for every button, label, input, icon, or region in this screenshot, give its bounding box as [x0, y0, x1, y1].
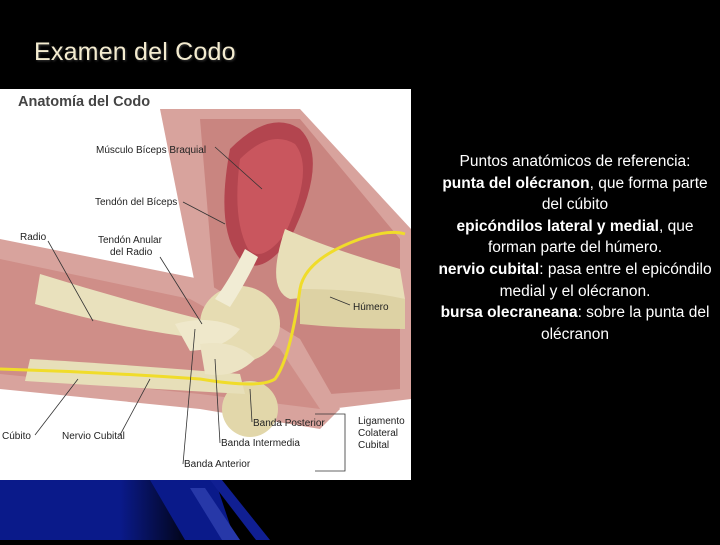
text-nerve: [432, 259, 718, 302]
figure-title: Anatomía del Codo: [18, 94, 151, 110]
text-epicondyles-bold: epicóndilos lateral y medial: [456, 217, 659, 235]
text-bursa: [432, 302, 718, 345]
label-anterior-band: Banda Anterior: [184, 459, 251, 470]
text-nerve-bold: nervio cubital: [438, 260, 540, 278]
label-humerus: Húmero: [353, 302, 389, 313]
label-ulnar-nerve: Nervio Cubital: [62, 431, 125, 442]
label-radius: Radio: [20, 232, 47, 243]
label-posterior-band: Banda Posterior: [253, 418, 325, 429]
elbow-anatomy-figure: [0, 89, 411, 480]
text-line-intro: Puntos anatómicos de referencia:: [459, 153, 691, 170]
label-ligament-3: Cubital: [358, 440, 390, 451]
text-olecranon-rest: , que forma parte del cúbito: [541, 174, 708, 214]
label-biceps-muscle: Músculo Bíceps Braquial: [96, 145, 207, 156]
text-nerve-rest: : pasa entre el epicóndilo medial y el olécranon.: [499, 260, 712, 300]
label-ligament-2: Colateral: [358, 428, 399, 439]
label-biceps-tendon: Tendón del Bíceps: [95, 197, 178, 208]
label-ligament-1: Ligamento: [358, 416, 405, 427]
text-olecranon: [432, 173, 718, 216]
anatomy-text: [432, 151, 718, 345]
text-epicondyles-rest: , que forman parte del húmero.: [487, 217, 694, 257]
label-intermediate-band: Banda Intermedia: [221, 438, 300, 449]
text-olecranon-bold: punta del olécranon: [442, 174, 590, 192]
text-bursa-bold: bursa olecraneana: [440, 304, 578, 322]
text-epicondyles: [432, 216, 718, 259]
slide-title: Examen del Codo: [34, 38, 236, 66]
label-annular-tendon-2: del Radio: [110, 247, 153, 258]
bottom-decoration: [0, 480, 720, 540]
label-ulna: Cúbito: [2, 431, 31, 442]
label-annular-tendon-1: Tendón Anular: [98, 235, 162, 246]
blue-swoosh: [0, 480, 720, 540]
text-bursa-rest: : sobre la punta del olécranon: [540, 304, 710, 343]
